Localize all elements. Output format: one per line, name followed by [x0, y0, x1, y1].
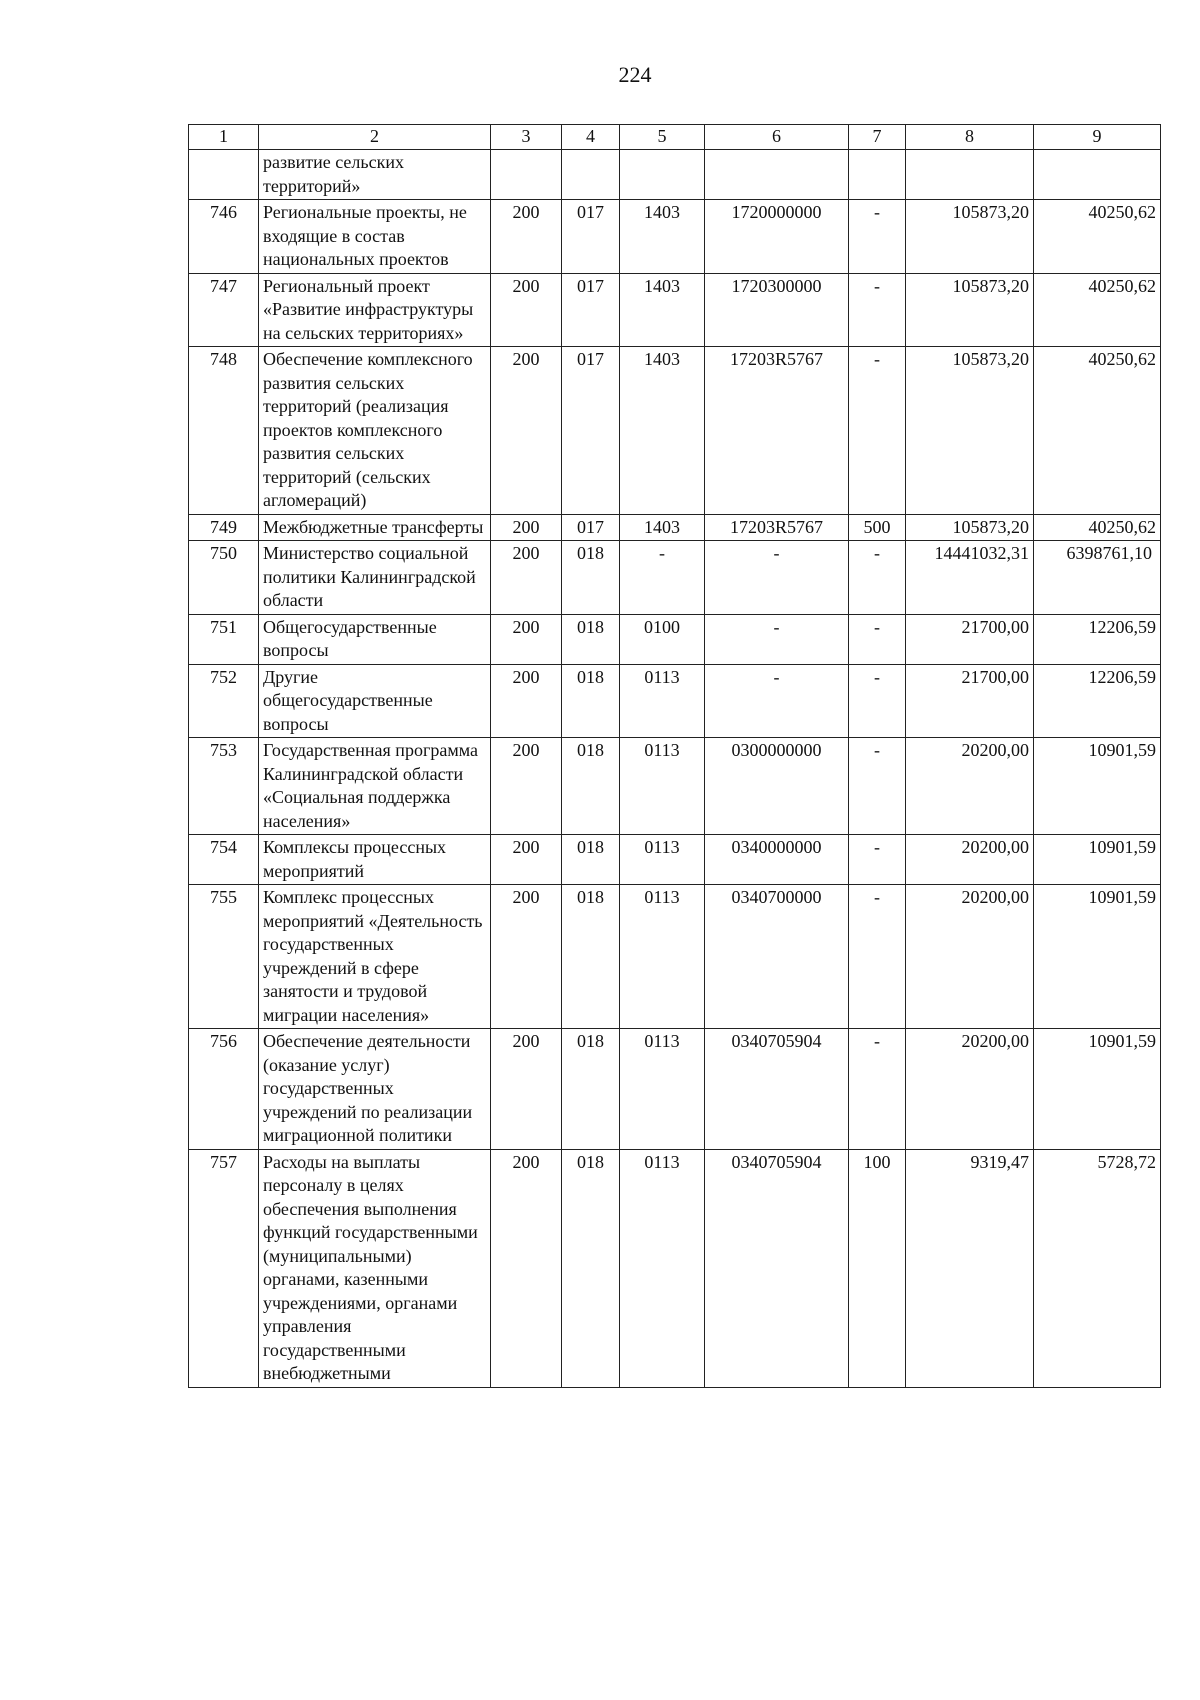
item-name: Государственная программа Калининградской области «Социальная поддержка населения»: [259, 738, 491, 835]
row-number: 750: [189, 541, 259, 615]
column-header: 4: [562, 125, 620, 150]
item-name: Министерство социальной политики Калининградской области: [259, 541, 491, 615]
column-header: 9: [1034, 125, 1161, 150]
amount-planned: 105873,20: [906, 200, 1034, 274]
column-header: 8: [906, 125, 1034, 150]
section-code: 1403: [620, 273, 705, 347]
row-number: 748: [189, 347, 259, 515]
admin-code: 200: [491, 200, 562, 274]
target-article-code: 0340705904: [705, 1029, 849, 1150]
amount-planned: 21700,00: [906, 664, 1034, 738]
expense-type-code: -: [849, 738, 906, 835]
table-row: [189, 200, 1161, 274]
admin-code: 200: [491, 885, 562, 1029]
target-article-code: 0340700000: [705, 885, 849, 1029]
item-name: Комплексы процессных мероприятий: [259, 835, 491, 885]
section-code: 0113: [620, 1029, 705, 1150]
admin-code: [491, 150, 562, 200]
ministry-code: 018: [562, 885, 620, 1029]
expense-type-code: -: [849, 614, 906, 664]
target-article-code: -: [705, 614, 849, 664]
ministry-code: 017: [562, 514, 620, 541]
item-name: развитие сельских территорий»: [259, 150, 491, 200]
table-row: [189, 1149, 1161, 1387]
section-code: -: [620, 541, 705, 615]
section-code: 1403: [620, 347, 705, 515]
amount-executed: 10901,59: [1034, 738, 1161, 835]
admin-code: 200: [491, 1149, 562, 1387]
section-code: 0113: [620, 738, 705, 835]
amount-planned: 20200,00: [906, 1029, 1034, 1150]
admin-code: 200: [491, 835, 562, 885]
item-name: Обеспечение деятельности (оказание услуг) государственных учреждений по реализации миграционной политики: [259, 1029, 491, 1150]
ministry-code: 018: [562, 664, 620, 738]
target-article-code: -: [705, 541, 849, 615]
expense-type-code: -: [849, 273, 906, 347]
column-header: 3: [491, 125, 562, 150]
header-row: [189, 125, 1161, 150]
amount-executed: 40250,62: [1034, 200, 1161, 274]
admin-code: 200: [491, 614, 562, 664]
target-article-code: -: [705, 664, 849, 738]
expense-type-code: -: [849, 835, 906, 885]
expense-type-code: -: [849, 664, 906, 738]
section-code: 0100: [620, 614, 705, 664]
expense-type-code: -: [849, 1029, 906, 1150]
column-header: 2: [259, 125, 491, 150]
item-name: Региональный проект «Развитие инфраструктуры на сельских территориях»: [259, 273, 491, 347]
ministry-code: 018: [562, 738, 620, 835]
row-number: 746: [189, 200, 259, 274]
row-number: 755: [189, 885, 259, 1029]
target-article-code: 0340705904: [705, 1149, 849, 1387]
item-name: Комплекс процессных мероприятий «Деятельность государственных учреждений в сфере занятости и трудовой миграции населения»: [259, 885, 491, 1029]
table-row: [189, 150, 1161, 200]
section-code: [620, 150, 705, 200]
item-name: Общегосударственные вопросы: [259, 614, 491, 664]
amount-planned: 14441032,31: [906, 541, 1034, 615]
ministry-code: 017: [562, 347, 620, 515]
expense-type-code: -: [849, 885, 906, 1029]
ministry-code: 017: [562, 200, 620, 274]
amount-planned: 20200,00: [906, 835, 1034, 885]
admin-code: 200: [491, 738, 562, 835]
expense-type-code: -: [849, 347, 906, 515]
amount-planned: 20200,00: [906, 738, 1034, 835]
expense-type-code: -: [849, 541, 906, 615]
item-name: Расходы на выплаты персоналу в целях обеспечения выполнения функций государственными (муниципальными) органами, казенными учреждениями, органами управления государственными внебюджетными: [259, 1149, 491, 1387]
amount-executed: [1034, 150, 1161, 200]
table-row: [189, 347, 1161, 515]
amount-planned: 20200,00: [906, 885, 1034, 1029]
section-code: 0113: [620, 885, 705, 1029]
target-article-code: 1720300000: [705, 273, 849, 347]
ministry-code: 018: [562, 1029, 620, 1150]
expense-type-code: [849, 150, 906, 200]
target-article-code: 17203R5767: [705, 514, 849, 541]
amount-executed: 10901,59: [1034, 835, 1161, 885]
ministry-code: 018: [562, 1149, 620, 1387]
item-name: Другие общегосударственные вопросы: [259, 664, 491, 738]
amount-executed: 5728,72: [1034, 1149, 1161, 1387]
table-row: [189, 885, 1161, 1029]
amount-executed: 12206,59: [1034, 664, 1161, 738]
ministry-code: 018: [562, 835, 620, 885]
amount-executed: 10901,59: [1034, 885, 1161, 1029]
section-code: 1403: [620, 514, 705, 541]
ministry-code: [562, 150, 620, 200]
target-article-code: [705, 150, 849, 200]
row-number: 754: [189, 835, 259, 885]
table-row: [189, 541, 1161, 615]
target-article-code: 0300000000: [705, 738, 849, 835]
amount-executed: 40250,62: [1034, 514, 1161, 541]
item-name: Обеспечение комплексного развития сельских территорий (реализация проектов комплексного развития сельских территорий (сельских агломераций): [259, 347, 491, 515]
target-article-code: 0340000000: [705, 835, 849, 885]
admin-code: 200: [491, 664, 562, 738]
section-code: 0113: [620, 835, 705, 885]
amount-executed: 40250,62: [1034, 273, 1161, 347]
expense-type-code: 500: [849, 514, 906, 541]
row-number: 756: [189, 1029, 259, 1150]
admin-code: 200: [491, 347, 562, 515]
amount-planned: [906, 150, 1034, 200]
row-number: [189, 150, 259, 200]
column-header: 6: [705, 125, 849, 150]
section-code: 1403: [620, 200, 705, 274]
ministry-code: 018: [562, 541, 620, 615]
amount-planned: 105873,20: [906, 273, 1034, 347]
target-article-code: 17203R5767: [705, 347, 849, 515]
section-code: 0113: [620, 1149, 705, 1387]
column-header: 5: [620, 125, 705, 150]
page-number: 224: [618, 62, 652, 87]
amount-planned: 9319,47: [906, 1149, 1034, 1387]
amount-planned: 105873,20: [906, 514, 1034, 541]
row-number: 749: [189, 514, 259, 541]
item-name: Межбюджетные трансферты: [259, 514, 491, 541]
table-row: [189, 273, 1161, 347]
admin-code: 200: [491, 514, 562, 541]
amount-planned: 21700,00: [906, 614, 1034, 664]
row-number: 753: [189, 738, 259, 835]
amount-executed: 12206,59: [1034, 614, 1161, 664]
ministry-code: 018: [562, 614, 620, 664]
amount-executed: 10901,59: [1034, 1029, 1161, 1150]
table-row: [189, 614, 1161, 664]
ministry-code: 017: [562, 273, 620, 347]
admin-code: 200: [491, 541, 562, 615]
column-header: 7: [849, 125, 906, 150]
row-number: 751: [189, 614, 259, 664]
row-number: 747: [189, 273, 259, 347]
admin-code: 200: [491, 273, 562, 347]
table-row: [189, 738, 1161, 835]
item-name: Региональные проекты, не входящие в состав национальных проектов: [259, 200, 491, 274]
expense-type-code: 100: [849, 1149, 906, 1387]
table-row: [189, 664, 1161, 738]
section-code: 0113: [620, 664, 705, 738]
expense-type-code: -: [849, 200, 906, 274]
amount-executed: 40250,62: [1034, 347, 1161, 515]
column-header: 1: [189, 125, 259, 150]
amount-planned: 105873,20: [906, 347, 1034, 515]
budget-table: [188, 124, 1161, 1388]
table-row: [189, 835, 1161, 885]
row-number: 757: [189, 1149, 259, 1387]
row-number: 752: [189, 664, 259, 738]
admin-code: 200: [491, 1029, 562, 1150]
amount-executed: 6398761,10: [1034, 541, 1161, 615]
target-article-code: 1720000000: [705, 200, 849, 274]
table-row: [189, 514, 1161, 541]
table-row: [189, 1029, 1161, 1150]
